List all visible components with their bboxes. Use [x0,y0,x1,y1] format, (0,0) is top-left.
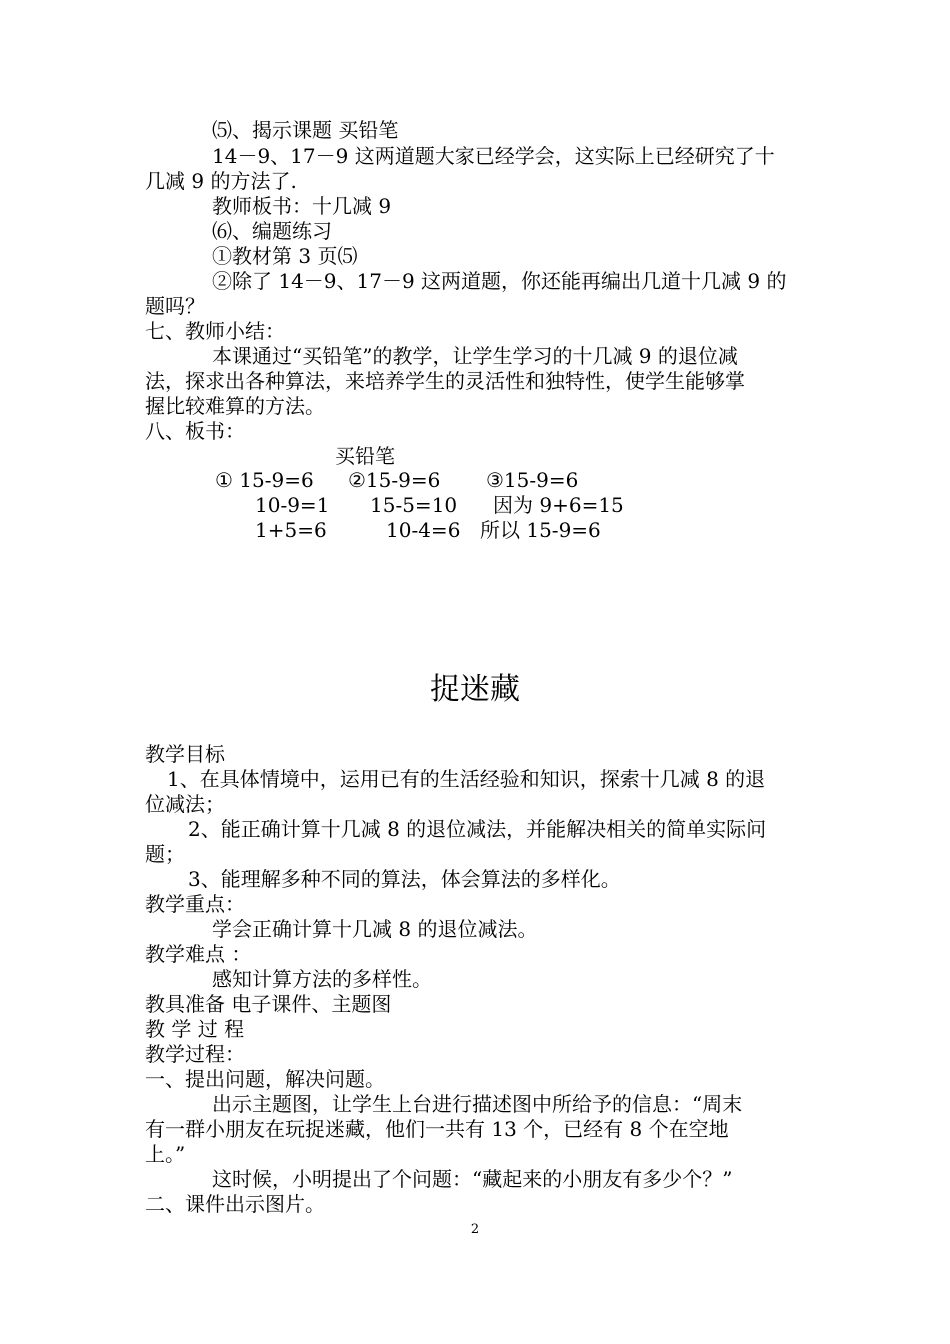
text-line: 上。” [145,1142,186,1166]
text-line: 法，探求出各种算法，来培养学生的灵活性和独特性，使学生能够掌 [145,369,745,393]
text-line: 几减 9 的方法了. [145,169,297,193]
text-line: 感知计算方法的多样性。 [212,967,432,991]
text-line: ⑸、揭示课题 买铅笔 [212,118,399,142]
board-cell: ②15-9=6 [348,468,441,492]
text-line: 握比较难算的方法。 [145,394,325,418]
section-heading: 教学目标 [145,742,225,766]
board-cell: ① 15-9=6 [215,468,314,492]
section-heading: 教学过程： [145,1042,245,1066]
text-line: ①教材第 3 页⑸ [212,244,358,268]
page-title: 捉迷藏 [430,672,520,707]
section-heading: 七、教师小结： [145,319,285,343]
section-heading: 八、板书： [145,419,245,443]
text-line: 出示主题图，让学生上台进行描述图中所给予的信息：“周末 [212,1092,743,1116]
board-cell: 10-9=1 [255,493,330,517]
section-heading: 教学难点 ： [145,942,252,966]
text-line: 有一群小朋友在玩捉迷藏，他们一共有 13 个，已经有 8 个在空地 [145,1117,729,1141]
text-line: ⑹、编题练习 [212,219,332,243]
text-line: 这时候，小明提出了个问题：“藏起来的小朋友有多少个？” [212,1167,733,1191]
board-cell: 15-5=10 [370,493,458,517]
text-line: 2、能正确计算十几减 8 的退位减法，并能解决相关的简单实际问 [188,817,767,841]
section-heading: 教 学 过 程 [145,1017,245,1041]
text-line: 题吗？ [145,294,205,318]
text-line: 3、能理解多种不同的算法，体会算法的多样化。 [188,867,621,891]
board-cell: 因为 9+6=15 [493,493,624,517]
text-line: 学会正确计算十几减 8 的退位减法。 [212,917,538,941]
text-line: 14－9、17－9 这两道题大家已经学会，这实际上已经研究了十 [212,144,775,168]
section-heading: 教具准备 电子课件、主题图 [145,992,392,1016]
section-heading: 二、课件出示图片。 [145,1192,325,1216]
section-heading: 一、提出问题，解决问题。 [145,1067,385,1091]
board-cell: 10-4=6 [386,518,461,542]
text-line: 本课通过“买铅笔”的教学，让学生学习的十几减 9 的退位减 [212,344,738,368]
page-number: 2 [470,1222,480,1237]
text-line: ②除了 14－9、17－9 这两道题，你还能再编出几道十几减 9 的 [212,269,787,293]
text-line: 1、在具体情境中，运用已有的生活经验和知识，探索十几减 8 的退 [167,767,766,791]
board-cell: 1+5=6 [255,518,327,542]
board-cell: 所以 15-9=6 [480,518,601,542]
board-cell: ③15-9=6 [486,468,579,492]
text-line: 题； [145,842,185,866]
text-line: 教师板书：十几减 9 [212,194,392,218]
section-heading: 教学重点： [145,892,245,916]
board-title: 买铅笔 [335,444,395,468]
text-line: 位减法； [145,792,225,816]
